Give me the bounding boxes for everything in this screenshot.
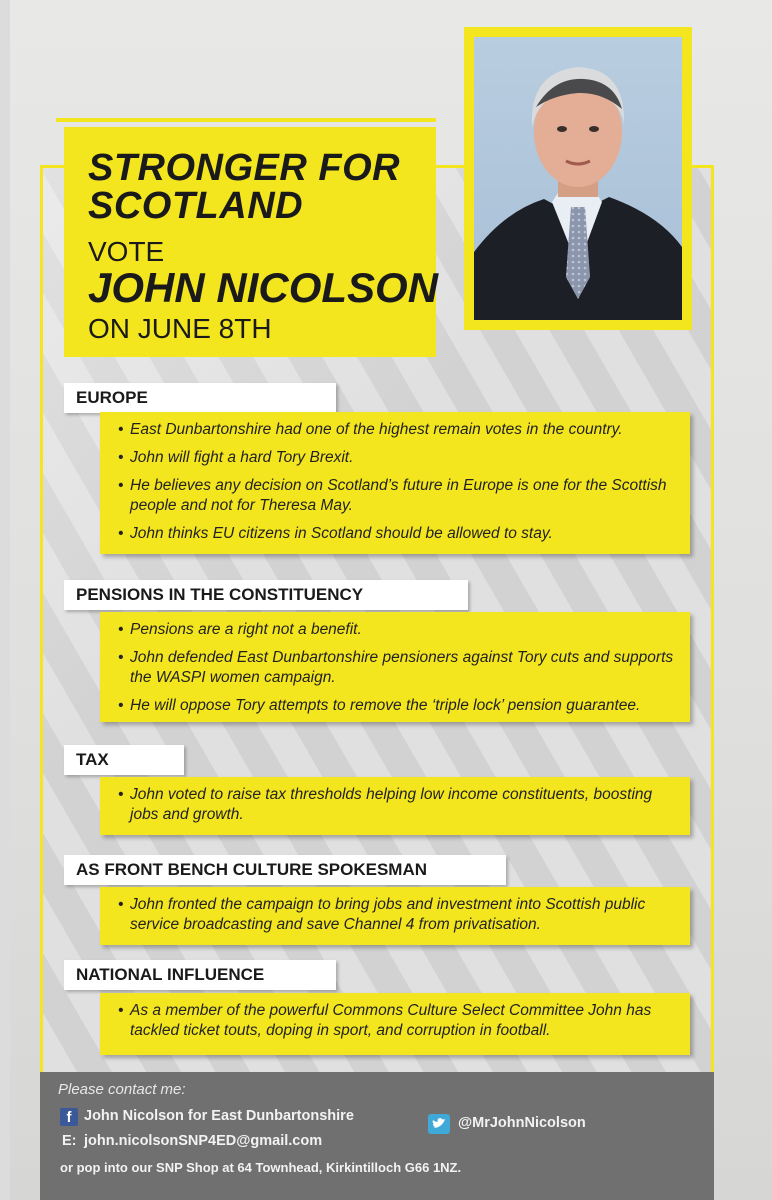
section-title-national-influence: NATIONAL INFLUENCE	[64, 960, 336, 990]
bullet-item: • John thinks EU citizens in Scotland should be allowed to stay.	[118, 524, 676, 544]
headline-line-2: SCOTLAND	[88, 185, 304, 227]
section-title-tax: TAX	[64, 745, 184, 775]
email-link[interactable]: john.nicolsonSNP4ED@gmail.com	[84, 1133, 323, 1149]
section-title-pensions: PENSIONS IN THE CONSTITUENCY	[64, 580, 468, 610]
bullet-item: • John fronted the campaign to bring jobs and investment into Scottish public service broadcasting and save Channel 4 from privatisation.	[118, 895, 676, 935]
bullet-item: • He believes any decision on Scotland’s future in Europe is one for the Scottish people and not for Theresa May.	[118, 476, 676, 516]
candidate-photo	[474, 37, 682, 320]
candidate-name: JOHN NICOLSON	[88, 264, 439, 311]
section-box-europe	[100, 412, 690, 554]
section-title-culture-spokesman: AS FRONT BENCH CULTURE SPOKESMAN	[64, 855, 506, 885]
section-box-pensions	[100, 612, 690, 722]
candidate-photo-frame	[464, 27, 692, 330]
section-box-culture-spokesman	[100, 887, 690, 945]
twitter-icon	[428, 1114, 450, 1134]
bullet-item: • As a member of the powerful Commons Culture Select Committee John has tackled ticket touts, doping in sport, and corruption in football.	[118, 1001, 676, 1041]
section-box-national-influence	[100, 993, 690, 1055]
bullet-item: • John defended East Dunbartonshire pensioners against Tory cuts and supports the WASPI women campaign.	[118, 648, 676, 688]
facebook-page-link[interactable]: John Nicolson for East Dunbartonshire	[84, 1108, 354, 1124]
section-box-tax	[100, 777, 690, 835]
vote-label: VOTE	[88, 236, 165, 267]
header-accent-bar	[56, 118, 436, 122]
bullet-item: • John will fight a hard Tory Brexit.	[118, 448, 676, 468]
election-date: ON JUNE 8TH	[88, 313, 272, 344]
facebook-icon: f	[60, 1108, 78, 1126]
section-title-europe: EUROPE	[64, 383, 336, 413]
twitter-handle-link[interactable]: @MrJohnNicolson	[458, 1115, 586, 1131]
email-label: E:	[62, 1133, 77, 1149]
candidate-portrait-image	[474, 37, 682, 320]
contact-heading: Please contact me:	[58, 1081, 186, 1098]
bullet-item: • East Dunbartonshire had one of the highest remain votes in the country.	[118, 420, 676, 440]
shop-address: or pop into our SNP Shop at 64 Townhead, Kirkintilloch G66 1NZ.	[60, 1160, 462, 1175]
bullet-item: • He will oppose Tory attempts to remove the ‘triple lock’ pension guarantee.	[118, 696, 676, 716]
bullet-item: • John voted to raise tax thresholds helping low income constituents, boosting jobs and growth.	[118, 785, 676, 825]
headline-line-1: STRONGER FOR	[88, 147, 401, 189]
bullet-item: • Pensions are a right not a benefit.	[118, 620, 676, 640]
